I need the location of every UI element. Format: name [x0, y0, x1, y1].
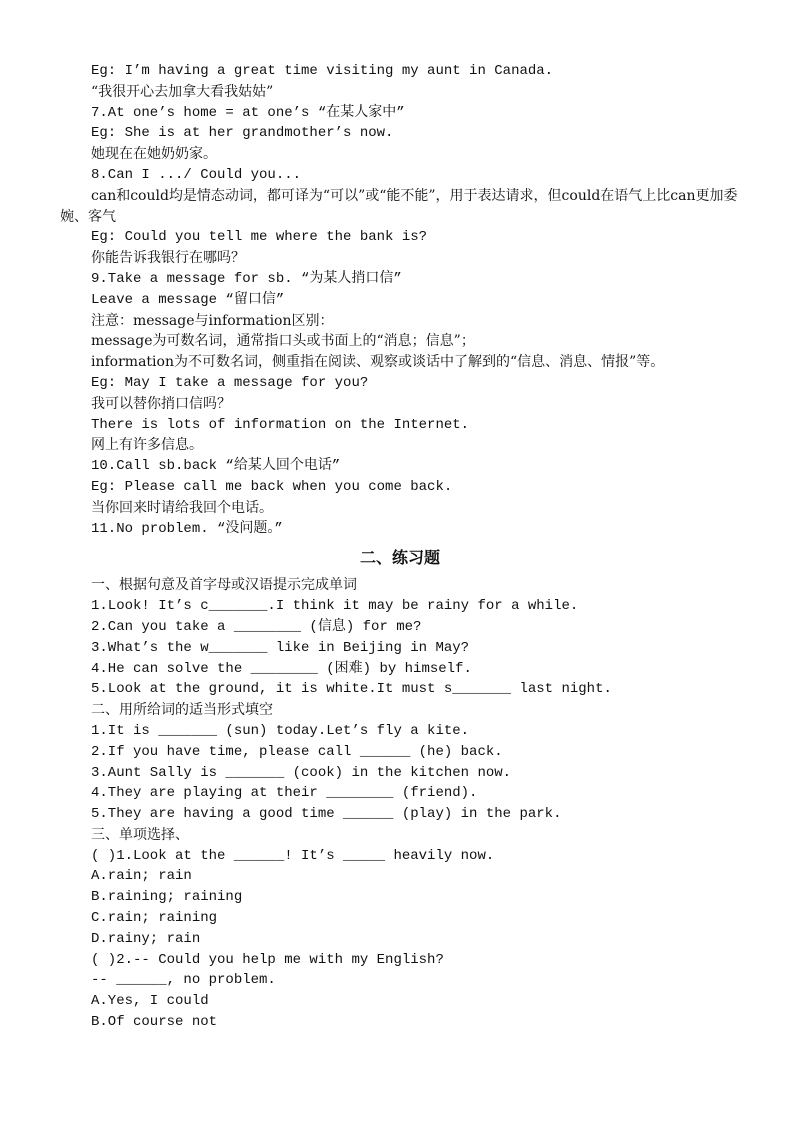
note-line: 10.Call sb.back “给某人回个电话” [91, 458, 341, 475]
note-line: message为可数名词，通常指口头或书面上的“消息；信息”； [91, 333, 475, 350]
note-line: Eg: I’m having a great time visiting my aunt in Canada. [91, 63, 554, 79]
note-line: Eg: Could you tell me where the bank is? [91, 229, 428, 246]
note-line: There is lots of information on the Internet. [91, 416, 470, 433]
exercise-option: A.rain; rain [91, 868, 192, 885]
exercise-item: 1.Look! It’s c_______.I think it may be rainy for a while. [91, 598, 579, 615]
document-content [60, 61, 740, 1033]
note-line: Eg: Please call me back when you come back. [91, 478, 453, 495]
exercise-item: 5.Look at the ground, it is white.It must s_______ last night. [91, 681, 612, 698]
exercise-option: B.Of course not [91, 1014, 218, 1031]
note-line: 注意：message与information区别： [91, 312, 334, 329]
exercise-option: D.rainy; rain [91, 930, 201, 947]
note-line: “我很开心去加拿大看我姑姑” [91, 83, 274, 100]
exercise-item: 5.They are having a good time ______ (play) in the park. [91, 806, 562, 823]
exercise-part-heading: 三、单项选择、 [91, 826, 189, 843]
exercise-item: 4.He can solve the ________ (困难) by himself. [91, 660, 472, 677]
note-line: 7.At one’s home = at one’s “在某人家中” [91, 104, 405, 121]
exercise-item: 3.What’s the w_______ like in Beijing in May? [91, 639, 470, 656]
note-line: 她现在在她奶奶家。 [91, 146, 217, 163]
exercise-part-heading: 一、根据句意及首字母或汉语提示完成单词 [91, 577, 357, 594]
exercise-item: -- ______, no problem. [91, 972, 276, 989]
exercise-option: B.raining; raining [91, 889, 243, 906]
section-title: 二、练习题 [359, 548, 440, 568]
exercise-item: 2.If you have time, please call ______ (he) back. [91, 743, 503, 760]
exercise-item: 1.It is _______ (sun) today.Let’s fly a kite. [91, 722, 470, 739]
exercise-item: ( )1.Look at the ______! It’s _____ heavily now. [91, 847, 495, 864]
exercise-part-heading: 二、用所给词的适当形式填空 [91, 702, 273, 719]
note-paragraph: information为不可数名词，侧重指在阅读、观察或谈话中了解到的“信息、消息、情报”等。 [91, 354, 665, 371]
note-paragraph: can和could均是情态动词，都可译为“可以”或“能不能”，用于表达请求，但could在语气上比can更加委婉、客气 [60, 187, 738, 225]
exercise-item: 2.Can you take a ________ (信息) for me? [91, 618, 422, 635]
exercise-option: C.rain; raining [91, 910, 218, 927]
note-line: 当你回来时请给我回个电话。 [91, 499, 273, 516]
note-line: 你能告诉我银行在哪吗？ [91, 250, 245, 267]
note-line: 9.Take a message for sb. “为某人捎口信” [91, 270, 402, 287]
note-line: Eg: She is at her grandmother’s now. [91, 125, 394, 142]
note-line: 我可以替你捎口信吗？ [91, 395, 231, 412]
exercise-item: ( )2.-- Could you help me with my English? [91, 951, 444, 968]
note-line: 11.No problem. “没问题。” [91, 520, 283, 537]
exercise-item: 4.They are playing at their ________ (friend). [91, 785, 478, 802]
note-line: Leave a message “留口信” [91, 291, 285, 308]
note-line: Eg: May I take a message for you? [91, 374, 369, 391]
note-line: 8.Can I .../ Could you... [91, 166, 302, 183]
exercise-item: 3.Aunt Sally is _______ (cook) in the kitchen now. [91, 764, 512, 781]
note-line: 网上有许多信息。 [91, 437, 203, 454]
exercise-option: A.Yes, I could [91, 993, 209, 1010]
